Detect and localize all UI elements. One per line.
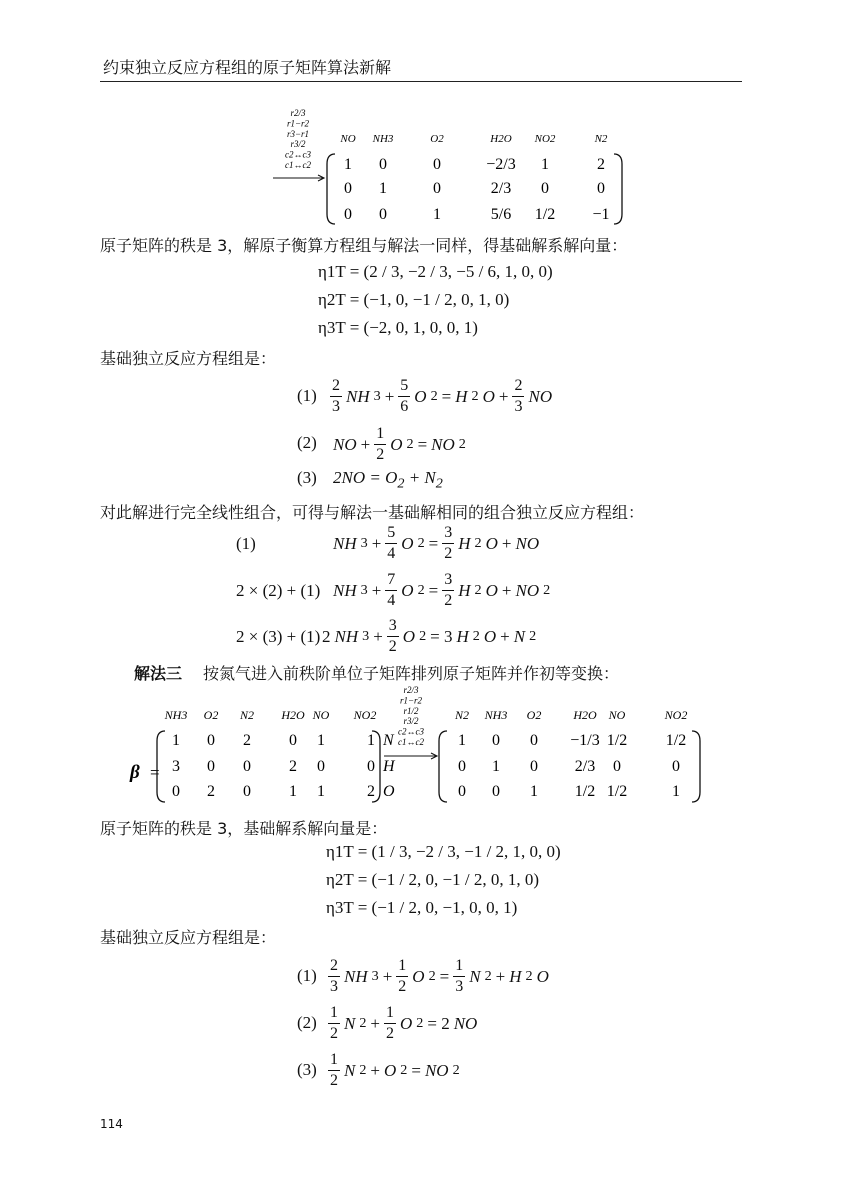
para-combine: 对此解进行完全线性组合，可得与解法一基础解相同的组合独立反应方程组：	[100, 503, 645, 522]
m2-rowlabel-0: N	[383, 732, 394, 749]
m1-cell-2-1: 0	[379, 206, 387, 223]
m2-cell-0-2: 2	[243, 732, 251, 749]
m2-cell-0-3: 0	[289, 732, 297, 749]
m2r-col-0: N2	[454, 708, 470, 722]
running-header: 约束独立反应方程组的原子矩阵算法新解	[103, 58, 392, 77]
m1-cell-0-3: −2/3	[486, 156, 516, 173]
m1-cell-0-5: 2	[597, 156, 605, 173]
m2-cell-2-2: 0	[243, 783, 251, 800]
m2-cell-0-4: 1	[317, 732, 325, 749]
m2-cell-0-5: 1	[367, 732, 375, 749]
m2-col-5: NO2	[353, 708, 377, 722]
m2-cell-0-1: 0	[207, 732, 215, 749]
m2r-cell-1-0: 0	[458, 758, 466, 775]
m1-cell-1-3: 2/3	[490, 180, 512, 197]
eq2-2-no: 2 × (2) + (1)	[236, 581, 321, 600]
op1-1: r1−r2	[286, 118, 310, 129]
m2-cell-2-3: 1	[289, 783, 297, 800]
page-number: 114	[100, 1117, 123, 1131]
vector-eta2-b: η2T = (−1 / 2, 0, −1 / 2, 0, 1, 0)	[326, 870, 539, 889]
op2-2: r1/2	[403, 705, 419, 716]
m2-cell-1-1: 0	[207, 758, 215, 775]
para-basic-1: 基础独立反应方程组是：	[100, 349, 277, 368]
eq3-no: (3)	[297, 468, 317, 487]
m2-cell-0-0: 1	[172, 732, 180, 749]
m1-col-3: H2O	[490, 133, 512, 145]
m2r-cell-1-4: 0	[613, 758, 621, 775]
eq2-body: NO + $\frac{1}{2}$ O 2 = NO 2	[333, 425, 466, 463]
m2r-cell-0-1: 0	[492, 732, 500, 749]
m1-cell-0-2: 0	[433, 156, 441, 173]
eq3-2-body: $\frac{1}{2}$ N 2 + $\frac{1}{2}$ O 2 = 2 NO	[330, 1004, 478, 1042]
para-basic-2: 基础独立反应方程组是：	[100, 928, 277, 947]
m2-cell-1-4: 0	[317, 758, 325, 775]
op2-0: r2/3	[403, 685, 419, 695]
eq3-3-no: (3)	[297, 1060, 317, 1079]
eq3-3-body: $\frac{1}{2}$ N 2 + O 2 = NO 2	[330, 1051, 460, 1089]
m2r-cell-0-4: 1/2	[606, 732, 628, 749]
m2-col-4: NO	[312, 708, 330, 722]
m2r-cell-1-5: 0	[672, 758, 680, 775]
m2r-col-4: NO	[608, 708, 626, 722]
vector-eta1-b: η1T = (1 / 3, −2 / 3, −1 / 2, 1, 0, 0)	[326, 842, 561, 861]
op2-3: r3/2	[403, 716, 419, 727]
m1-cell-2-0: 0	[344, 206, 352, 223]
m1-cell-1-4: 0	[541, 180, 549, 197]
m2-rowlabel-2: O	[383, 783, 395, 800]
eq2-3-no: 2 × (3) + (1)	[236, 627, 321, 646]
eq3-2-no: (2)	[297, 1013, 317, 1032]
m1-cell-2-2: 1	[433, 206, 441, 223]
m2-col-1: O2	[203, 708, 219, 722]
op1-2: r3−r1	[286, 128, 310, 139]
m1-cell-2-4: 1/2	[534, 206, 556, 223]
m2-col-3: H2O	[281, 708, 305, 722]
m2r-cell-2-2: 1	[530, 783, 538, 800]
m2r-col-2: O2	[526, 708, 542, 722]
m1-cell-0-4: 1	[541, 156, 549, 173]
para-rank-2: 原子矩阵的秩是 3，基础解系解向量是：	[100, 819, 388, 838]
op1-5: c1↔c2	[285, 160, 311, 170]
beta-symbol: β	[130, 762, 140, 783]
m2r-cell-0-5: 1/2	[665, 732, 687, 749]
eq2-no: (2)	[297, 433, 317, 452]
eq2-1-body: NH 3 + $\frac{5}{4}$ O 2 = $\frac{3}{2}$ H 2 O + NO	[333, 524, 540, 562]
m2-cell-1-3: 2	[289, 758, 297, 775]
m1-cell-2-5: −1	[592, 206, 610, 223]
m2r-cell-0-2: 0	[530, 732, 538, 749]
eq2-2-body: NH 3 + $\frac{7}{4}$ O 2 = $\frac{3}{2}$ H 2 O + NO 2	[333, 571, 551, 609]
m1-col-0: NO	[340, 133, 356, 145]
m1-cell-1-5: 0	[597, 180, 605, 197]
m2-cell-1-2: 0	[243, 758, 251, 775]
eq2-1-no: (1)	[236, 534, 256, 553]
m2r-col-3: H2O	[573, 708, 597, 722]
m2r-right-paren	[692, 731, 700, 802]
vector-eta3-a: η3T = (−2, 0, 1, 0, 0, 1)	[318, 318, 478, 337]
vector-eta1-a: η1T = (2 / 3, −2 / 3, −5 / 6, 1, 0, 0)	[318, 262, 553, 281]
m2-cell-2-5: 2	[367, 783, 375, 800]
m1-col-4: NO2	[534, 133, 556, 145]
vector-eta3-b: η3T = (−1 / 2, 0, −1, 0, 0, 1)	[326, 898, 518, 917]
beta-equals: =	[150, 763, 160, 782]
m2r-cell-2-5: 1	[672, 783, 680, 800]
m1-cell-1-2: 0	[433, 180, 441, 197]
m1-cell-2-3: 5/6	[490, 206, 512, 223]
m2r-cell-2-3: 1/2	[574, 783, 596, 800]
m2r-cell-1-3: 2/3	[574, 758, 596, 775]
m2r-cell-0-3: −1/3	[570, 732, 600, 749]
m2r-cell-0-0: 1	[458, 732, 466, 749]
m2-cell-2-1: 2	[207, 783, 215, 800]
m2-col-2: N2	[239, 708, 255, 722]
method3-text: 按氮气进入前秩阶单位子矩阵排列原子矩阵并作初等变换：	[203, 664, 620, 683]
m2r-left-paren	[439, 731, 447, 802]
m2r-cell-1-2: 0	[530, 758, 538, 775]
m2r-col-5: NO2	[664, 708, 688, 722]
m1-cell-0-0: 1	[344, 156, 352, 173]
method3-label: 解法三	[134, 664, 183, 683]
op2-1: r1−r2	[399, 695, 423, 706]
m1-cell-1-1: 1	[379, 180, 387, 197]
eq3-body: $2NO = O_2 + N_2$	[333, 468, 443, 492]
op2-5: c1↔c2	[398, 737, 424, 747]
m1-col-1: NH3	[372, 133, 394, 145]
eq1-no: (1)	[297, 386, 317, 405]
m1-cell-0-1: 0	[379, 156, 387, 173]
m1-cell-1-0: 0	[344, 180, 352, 197]
eq3-1-body: $\frac{2}{3}$ NH 3 + $\frac{1}{2}$ O 2 = $\frac{1}{3}$ N 2 + H 2 O	[330, 957, 549, 995]
m2r-cell-1-1: 1	[492, 758, 500, 775]
m2-cell-2-4: 1	[317, 783, 325, 800]
m2-rowlabel-1: H	[383, 758, 395, 775]
eq2-3-body: 2 NH 3 + $\frac{3}{2}$ O 2 = 3 H 2 O + N 2	[322, 617, 537, 655]
op1-3: r3/2	[290, 139, 306, 150]
para-rank-1: 原子矩阵的秩是 3，解原子衡算方程组与解法一同样，得基础解系解向量：	[100, 236, 628, 255]
eq3-1-no: (1)	[297, 966, 317, 985]
m1-col-2: O2	[430, 133, 444, 145]
m2-cell-2-0: 0	[172, 783, 180, 800]
op1-4: c2↔c3	[285, 149, 311, 160]
m2r-col-1: NH3	[484, 708, 508, 722]
m2r-cell-2-4: 1/2	[606, 783, 628, 800]
vector-eta2-a: η2T = (−1, 0, −1 / 2, 0, 1, 0)	[318, 290, 510, 309]
m2-cell-1-5: 0	[367, 758, 375, 775]
m2-col-0: NH3	[164, 708, 188, 722]
m1-col-5: N2	[594, 133, 608, 145]
op1-0: r2/3	[290, 108, 306, 118]
op2-4: c2↔c3	[398, 726, 424, 737]
m2r-cell-2-1: 0	[492, 783, 500, 800]
eq1-body: $\frac{2}{3}$ NH 3 + $\frac{5}{6}$ O 2 = H 2 O + $\frac{2}{3}$ NO	[332, 377, 553, 415]
m2r-cell-2-0: 0	[458, 783, 466, 800]
m2-cell-1-0: 3	[172, 758, 180, 775]
